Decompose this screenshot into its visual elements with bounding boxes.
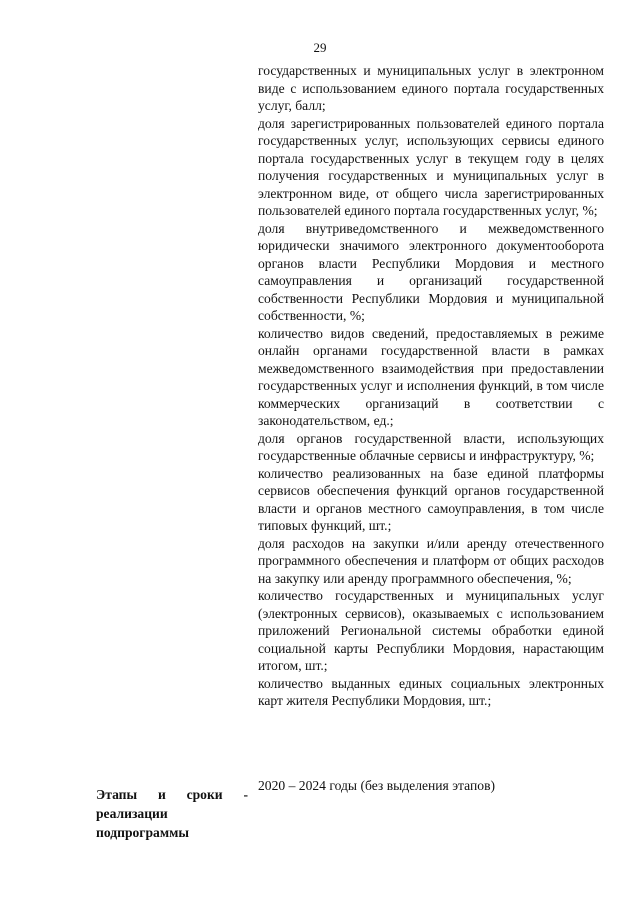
indicator-item: доля зарегистрированных пользователей единого портала государственных услуг, использующих сервисы единого портала государственных услуг в текущем году в целях получения государственных и муниципальных услуг в электронном виде, от общего числа зарегистрированных пользователей единого портала государственных услуг, %; xyxy=(258,115,604,218)
indicators-list xyxy=(258,62,604,710)
stages-label xyxy=(96,785,248,842)
stages-value: 2020 – 2024 годы (без выделения этапов) xyxy=(258,778,496,793)
stages-label-line: подпрограммы xyxy=(96,825,189,840)
indicator-item: доля внутриведомственного и межведомственного юридически значимого электронного документооборота органов власти Республики Мордовия и местного самоуправления и организаций государственной собственности Республики Мордовия и муниципальной собственности, %; xyxy=(258,220,604,323)
indicator-item: доля органов государственной власти, использующих государственные облачные сервисы и инфраструктуру, %; xyxy=(258,430,604,463)
indicator-item: количество видов сведений, предоставляемых в режиме онлайн органами государственной власти в рамках межведомственного взаимодействия при предоставлении государственных услуг и исполнения функций, в том числе коммерческих организаций в соответствии с законодательством, ед.; xyxy=(258,325,604,428)
stages-label-line: реализации xyxy=(96,806,168,821)
indicator-item: количество реализованных на базе единой платформы сервисов обеспечения функций органов государственной власти и органов местного самоуправления, в том числе типовых функций, шт.; xyxy=(258,465,604,533)
indicator-item: количество государственных и муниципальных услуг (электронных сервисов), оказываемых с использованием приложений Региональной системы обработки единой социальной карты Республики Мордовия, нарастающим итогом, шт.; xyxy=(258,588,604,673)
indicator-item: количество выданных единых социальных электронных карт жителя Республики Мордовия, шт.; xyxy=(258,675,604,708)
indicator-item: государственных и муниципальных услуг в электронном виде с использованием единого портала государственных услуг, балл; xyxy=(258,63,604,113)
indicator-item: доля расходов на закупки и/или аренду отечественного программного обеспечения и платформ от общих расходов на закупку или аренду программного обеспечения, %; xyxy=(258,535,604,586)
page-number: 29 xyxy=(313,40,327,55)
stages-label-line: Этапы и сроки - xyxy=(96,787,248,802)
